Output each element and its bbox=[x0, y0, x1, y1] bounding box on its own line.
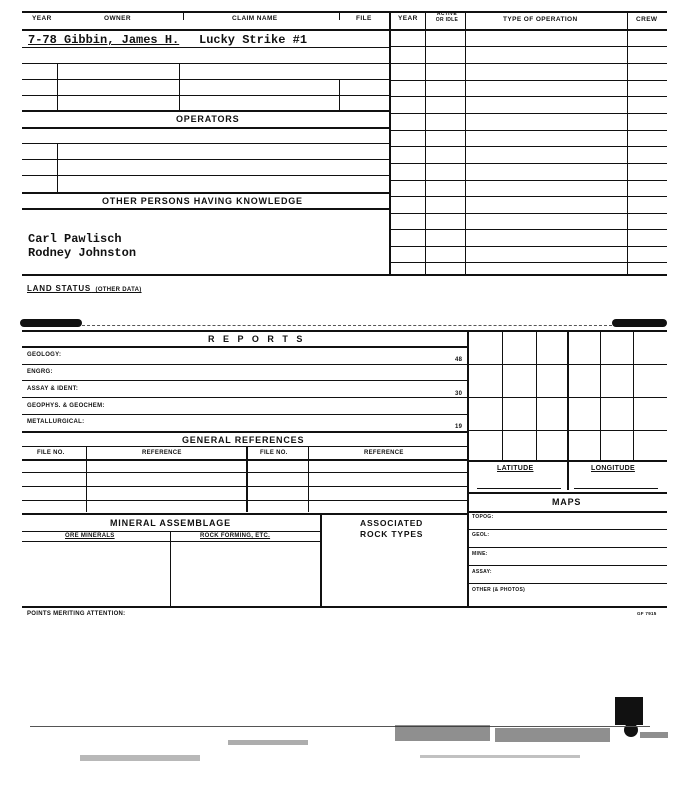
report-metallurgical: METALLURGICAL: bbox=[27, 419, 85, 425]
col-file-no-1: FILE NO. bbox=[37, 450, 65, 456]
row-line bbox=[389, 213, 667, 214]
points-meriting-attention: POINTS MERITING ATTENTION: bbox=[27, 611, 126, 617]
row-line bbox=[22, 364, 467, 365]
col-line bbox=[567, 330, 569, 490]
row-line bbox=[22, 47, 389, 48]
row-line bbox=[389, 80, 667, 81]
row-line bbox=[22, 110, 389, 112]
mineral-title-rule bbox=[22, 531, 320, 532]
col-line bbox=[633, 330, 634, 460]
row-line bbox=[22, 79, 389, 80]
row-line bbox=[389, 130, 667, 131]
row-line bbox=[22, 500, 467, 501]
land-status-note: (OTHER DATA) bbox=[95, 287, 142, 293]
map-topog: TOPOG: bbox=[472, 514, 494, 520]
row-line bbox=[22, 159, 389, 160]
row-line bbox=[467, 397, 667, 398]
mineral-assemblage-title: MINERAL ASSEMBLAGE bbox=[110, 518, 231, 528]
scan-artifact bbox=[640, 732, 668, 738]
row-line bbox=[22, 192, 389, 194]
reports-bottom-rule bbox=[22, 431, 467, 433]
gen-ref-header-rule bbox=[22, 459, 467, 461]
row-line bbox=[22, 397, 467, 398]
header-claim-name: CLAIM NAME bbox=[232, 15, 278, 22]
row-line bbox=[389, 196, 667, 197]
row-line bbox=[389, 180, 667, 181]
header-divider bbox=[183, 12, 184, 20]
reports-title-rule bbox=[22, 346, 467, 348]
punch-mark bbox=[612, 319, 667, 327]
rock-forming-label: ROCK FORMING, ETC. bbox=[200, 533, 271, 539]
or-idle-label: OR IDLE bbox=[435, 17, 459, 23]
row-line bbox=[22, 472, 467, 473]
row-line bbox=[22, 414, 467, 415]
reports-top-rule bbox=[22, 330, 667, 332]
row-line bbox=[22, 486, 467, 487]
other-persons-title: OTHER PERSONS HAVING KNOWLEDGE bbox=[102, 196, 303, 206]
latlong-line bbox=[477, 488, 561, 489]
report-geology: GEOLOGY: bbox=[27, 352, 62, 358]
map-assay: ASSAY: bbox=[472, 569, 492, 575]
reports-title: R E P O R T S bbox=[208, 334, 306, 344]
bottom-rule bbox=[22, 606, 667, 608]
divider-line bbox=[82, 325, 612, 326]
header-divider bbox=[339, 12, 340, 20]
col-line bbox=[425, 29, 426, 275]
other-persons-rule bbox=[22, 208, 389, 210]
scan-artifact bbox=[495, 728, 610, 742]
row-line bbox=[22, 143, 389, 144]
col-line bbox=[502, 330, 503, 460]
report-engrg: ENGRG: bbox=[27, 369, 53, 375]
form-top-rule bbox=[22, 11, 667, 13]
col-line bbox=[627, 29, 628, 275]
map-other: OTHER (& PHOTOS) bbox=[472, 587, 526, 593]
active-label: ACTIVE bbox=[436, 11, 458, 17]
row-line bbox=[467, 547, 667, 548]
report-metallurgical-num: 19 bbox=[455, 424, 463, 430]
row-line bbox=[467, 565, 667, 566]
scan-artifact bbox=[395, 725, 490, 741]
gen-ref-rule bbox=[22, 446, 467, 447]
row-line bbox=[467, 460, 667, 462]
row-line bbox=[389, 146, 667, 147]
col-reference-2: REFERENCE bbox=[364, 450, 404, 456]
row-line bbox=[467, 430, 667, 431]
latitude-label: LATITUDE bbox=[497, 465, 534, 472]
header-file: FILE bbox=[356, 15, 372, 22]
col-line bbox=[339, 79, 340, 110]
row-line bbox=[389, 229, 667, 230]
col-reference-1: REFERENCE bbox=[142, 450, 182, 456]
row-line bbox=[22, 380, 467, 381]
scan-artifact bbox=[615, 697, 643, 725]
report-geophys: GEOPHYS. & GEOCHEM: bbox=[27, 403, 105, 409]
form-number: GF 7915 bbox=[637, 611, 657, 616]
land-status-label bbox=[27, 278, 142, 296]
report-geology-num: 48 bbox=[455, 357, 463, 363]
map-geol: GEOL: bbox=[472, 532, 490, 538]
row-line bbox=[389, 46, 667, 47]
header-year-2: YEAR bbox=[398, 15, 418, 22]
row-line bbox=[467, 583, 667, 584]
header-owner: OWNER bbox=[104, 15, 131, 22]
col-line bbox=[57, 63, 58, 110]
row-line bbox=[22, 95, 389, 96]
header-crew: CREW bbox=[636, 16, 658, 23]
maps-top-rule bbox=[467, 492, 667, 494]
col-line bbox=[170, 531, 171, 606]
scan-artifact bbox=[30, 726, 650, 727]
rock-types-label: ROCK TYPES bbox=[360, 529, 424, 539]
row-line bbox=[389, 113, 667, 114]
entry-claim-name: Lucky Strike #1 bbox=[199, 33, 308, 47]
punch-mark bbox=[20, 319, 82, 327]
row-line bbox=[389, 96, 667, 97]
form-header-bottom-rule bbox=[22, 29, 667, 31]
mineral-top-rule bbox=[22, 513, 467, 515]
col-line bbox=[246, 446, 248, 512]
scan-artifact bbox=[80, 755, 200, 761]
row-line bbox=[389, 262, 667, 263]
col-line bbox=[389, 29, 391, 275]
row-line bbox=[389, 163, 667, 164]
row-line bbox=[22, 175, 389, 176]
map-mine: MINE: bbox=[472, 551, 488, 557]
col-line bbox=[57, 143, 58, 192]
header-divider bbox=[465, 11, 466, 29]
row-line bbox=[389, 63, 667, 64]
header-active-or-idle bbox=[429, 11, 465, 23]
maps-title: MAPS bbox=[552, 497, 582, 507]
longitude-label: LONGITUDE bbox=[591, 465, 635, 472]
col-line bbox=[536, 330, 537, 460]
col-line bbox=[308, 446, 309, 512]
latlong-line bbox=[574, 488, 658, 489]
ore-minerals-label: ORE MINERALS bbox=[65, 533, 115, 539]
scan-artifact bbox=[420, 755, 580, 758]
operators-title: OPERATORS bbox=[176, 114, 240, 124]
header-divider bbox=[425, 11, 426, 29]
report-assay-num: 30 bbox=[455, 391, 463, 397]
top-section-bottom-rule bbox=[22, 274, 667, 276]
col-line bbox=[320, 513, 322, 606]
land-status-title: LAND STATUS bbox=[27, 284, 92, 293]
general-references-title: GENERAL REFERENCES bbox=[182, 435, 305, 445]
col-line bbox=[86, 446, 87, 512]
person-1: Carl Pawlisch bbox=[28, 232, 122, 246]
operators-rule bbox=[22, 127, 389, 129]
entry-year-owner: 7-78 Gibbin, James H. bbox=[28, 33, 180, 47]
header-divider bbox=[627, 11, 628, 29]
header-year: YEAR bbox=[32, 15, 52, 22]
associated-label: ASSOCIATED bbox=[360, 518, 424, 528]
maps-title-rule bbox=[467, 511, 667, 513]
row-line bbox=[467, 529, 667, 530]
header-type-of-operation: TYPE OF OPERATION bbox=[503, 16, 578, 23]
col-file-no-2: FILE NO. bbox=[260, 450, 288, 456]
col-line bbox=[465, 29, 466, 275]
row-line bbox=[389, 246, 667, 247]
mineral-header-rule bbox=[22, 541, 320, 542]
col-line bbox=[179, 63, 180, 110]
row-line bbox=[22, 63, 389, 64]
person-2: Rodney Johnston bbox=[28, 246, 137, 260]
header-divider bbox=[389, 11, 391, 29]
report-assay: ASSAY & IDENT: bbox=[27, 386, 79, 392]
scan-artifact bbox=[228, 740, 308, 745]
col-line bbox=[600, 330, 601, 460]
row-line bbox=[467, 364, 667, 365]
